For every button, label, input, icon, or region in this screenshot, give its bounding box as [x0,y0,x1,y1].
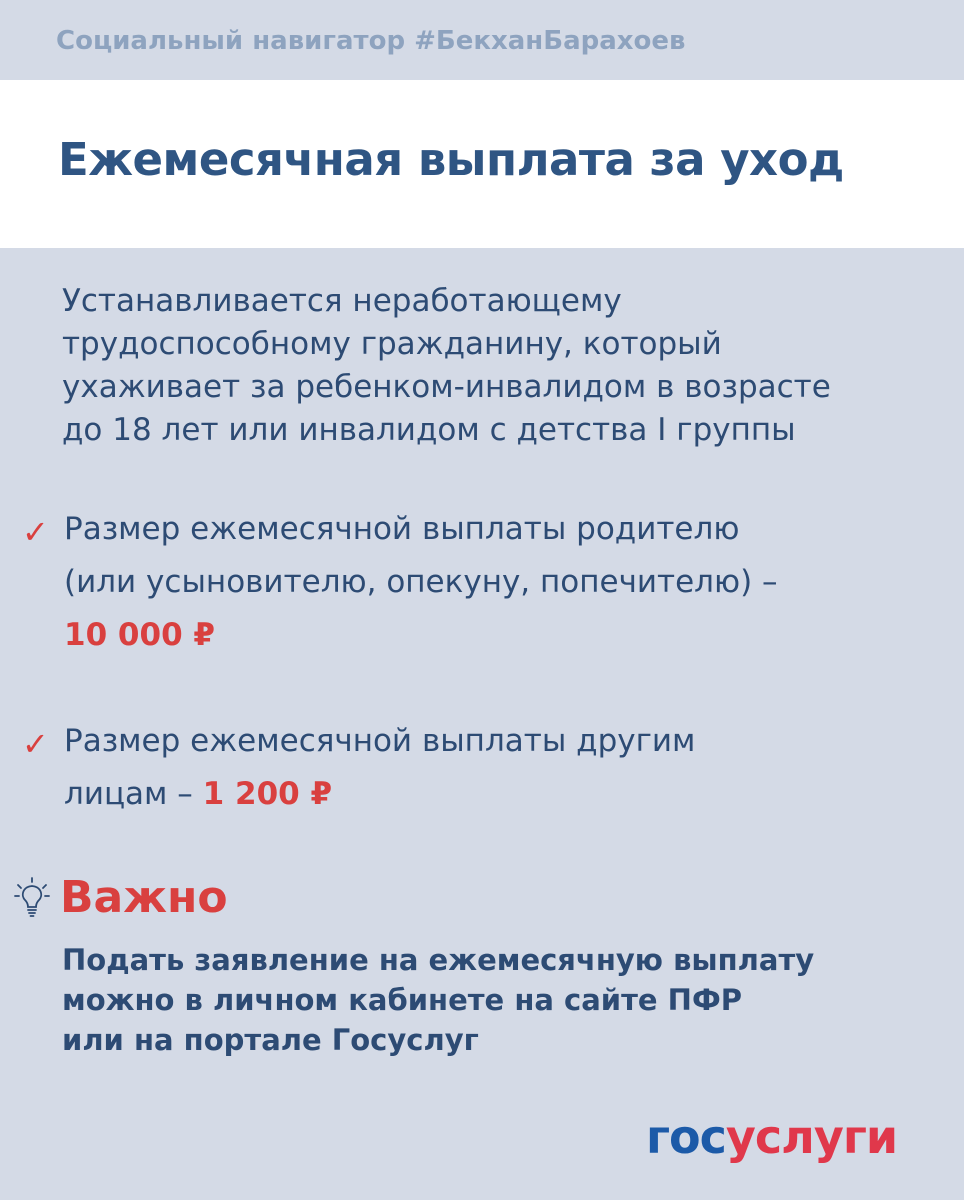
important-line: можно в личном кабинете на сайте ПФР [62,983,742,1017]
important-heading: Важно [60,872,228,923]
amount-parent: 10 000 ₽ [64,617,216,653]
navigator-label: Социальный навигатор #БекханБарахоев [56,26,686,56]
intro-paragraph [62,280,952,452]
intro-line: ухаживает за ребенком-инвалидом в возрасте [62,369,831,405]
bullet-line: Размер ежемесячной выплаты родителю [64,511,740,547]
bullet-text [64,715,944,821]
check-icon: ✓ [22,725,49,763]
bullet-line-prefix: лицам – [64,776,203,812]
amount-others: 1 200 ₽ [202,776,333,812]
page-title: Ежемесячная выплата за уход [58,133,844,186]
bullet-line: Размер ежемесячной выплаты другим [64,723,696,759]
top-bar [0,0,964,80]
important-line: Подать заявление на ежемесячную выплату [62,943,815,977]
intro-line: трудоспособному гражданину, который [62,326,722,362]
intro-line: до 18 лет или инвалидом с детства I группы [62,412,796,448]
check-icon: ✓ [22,513,49,551]
important-text [62,940,814,1060]
intro-line: Устанавливается неработающему [62,283,622,319]
bullet-line: (или усыновителю, опекуну, попечителю) – [64,564,778,600]
important-line: или на портале Госуслуг [62,1023,479,1057]
gosuslugi-logo [646,1110,897,1164]
logo-part-uslugi: услуги [725,1110,898,1164]
bullet-text [64,503,944,662]
lightbulb-icon [14,876,50,920]
logo-part-gos: гос [646,1110,726,1164]
